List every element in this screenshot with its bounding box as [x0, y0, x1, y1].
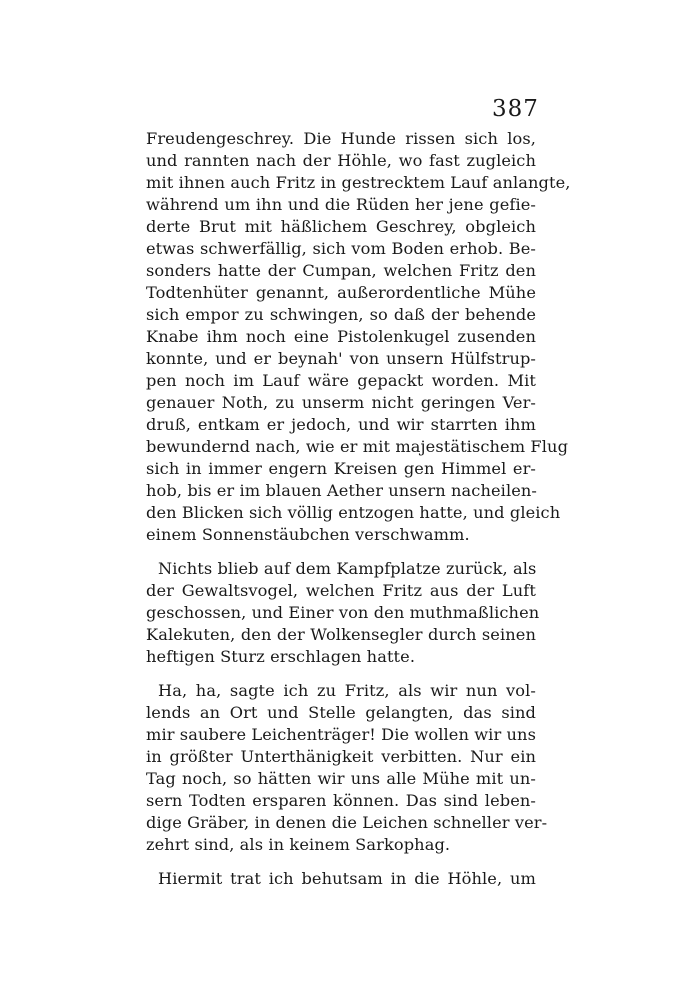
text-line: sich empor zu schwingen, so daß der behende [146, 305, 536, 324]
text-line: konnte, und er beynah' von unsern Hülfstrup- [146, 349, 536, 368]
paragraph-4 [146, 868, 536, 890]
text-line: in größter Unterthänigkeit verbitten. Nur ein [146, 747, 536, 766]
body-text [146, 128, 571, 890]
text-line: der Gewaltsvogel, welchen Fritz aus der Luft [146, 581, 536, 600]
text-line: sich in immer engern Kreisen gen Himmel er- [146, 459, 536, 478]
text-line: etwas schwerfällig, sich vom Boden erhob. Be- [146, 239, 536, 258]
text-line: sonders hatte der Cumpan, welchen Fritz den [146, 261, 536, 280]
text-line: Tag noch, so hätten wir uns alle Mühe mit un- [146, 769, 536, 788]
text-line: Nichts blieb auf dem Kampfplatze zurück, als [158, 559, 537, 578]
text-line: Freudengeschrey. Die Hunde rissen sich los, [146, 129, 536, 148]
paragraph-3 [146, 680, 548, 856]
text-line: hob, bis er im blauen Aether unsern nacheilen- [146, 481, 538, 500]
text-line: und rannten nach der Höhle, wo fast zugleich [146, 151, 536, 170]
paragraph-gap [146, 856, 536, 868]
text-line: zehrt sind, als in keinem Sarkophag. [146, 835, 451, 854]
text-line: heftigen Sturz erschlagen hatte. [146, 647, 416, 666]
text-line: mir saubere Leichenträger! Die wollen wir uns [146, 725, 536, 744]
text-line: dige Gräber, in denen die Leichen schneller ver- [146, 813, 548, 832]
text-line: derte Brut mit häßlichem Geschrey, obgleich [146, 217, 536, 236]
text-line: Ha, ha, sagte ich zu Fritz, als wir nun vol- [158, 681, 536, 700]
text-line: den Blicken sich völlig entzogen hatte, und gleich [146, 503, 561, 522]
text-line: sern Todten ersparen können. Das sind leben- [146, 791, 536, 810]
text-line: pen noch im Lauf wäre gepackt worden. Mit [146, 371, 536, 390]
text-line: mit ihnen auch Fritz in gestrecktem Lauf anlangte, [146, 173, 571, 192]
text-line: geschossen, und Einer von den muthmaßlichen [146, 603, 540, 622]
text-line: bewundernd nach, wie er mit majestätischem Flug [146, 437, 569, 456]
paragraph-2 [146, 558, 540, 668]
text-line: genauer Noth, zu unserm nicht geringen Ver- [146, 393, 536, 412]
text-line: Todtenhüter genannt, außerordentliche Mühe [146, 283, 536, 302]
text-line: druß, entkam er jedoch, und wir starrten ihm [146, 415, 536, 434]
text-line: Hiermit trat ich behutsam in die Höhle, um [158, 869, 536, 888]
text-line: einem Sonnenstäubchen verschwamm. [146, 525, 470, 544]
text-line: Kalekuten, den der Wolkensegler durch seinen [146, 625, 536, 644]
page-number: 387 [492, 96, 539, 122]
text-line: während um ihn und die Rüden her jene gefie- [146, 195, 536, 214]
text-line: Knabe ihm noch eine Pistolenkugel zusenden [146, 327, 536, 346]
text-line: lends an Ort und Stelle gelangten, das sind [146, 703, 536, 722]
paragraph-1 [146, 128, 571, 546]
paragraph-gap [146, 546, 536, 558]
paragraph-gap [146, 668, 536, 680]
